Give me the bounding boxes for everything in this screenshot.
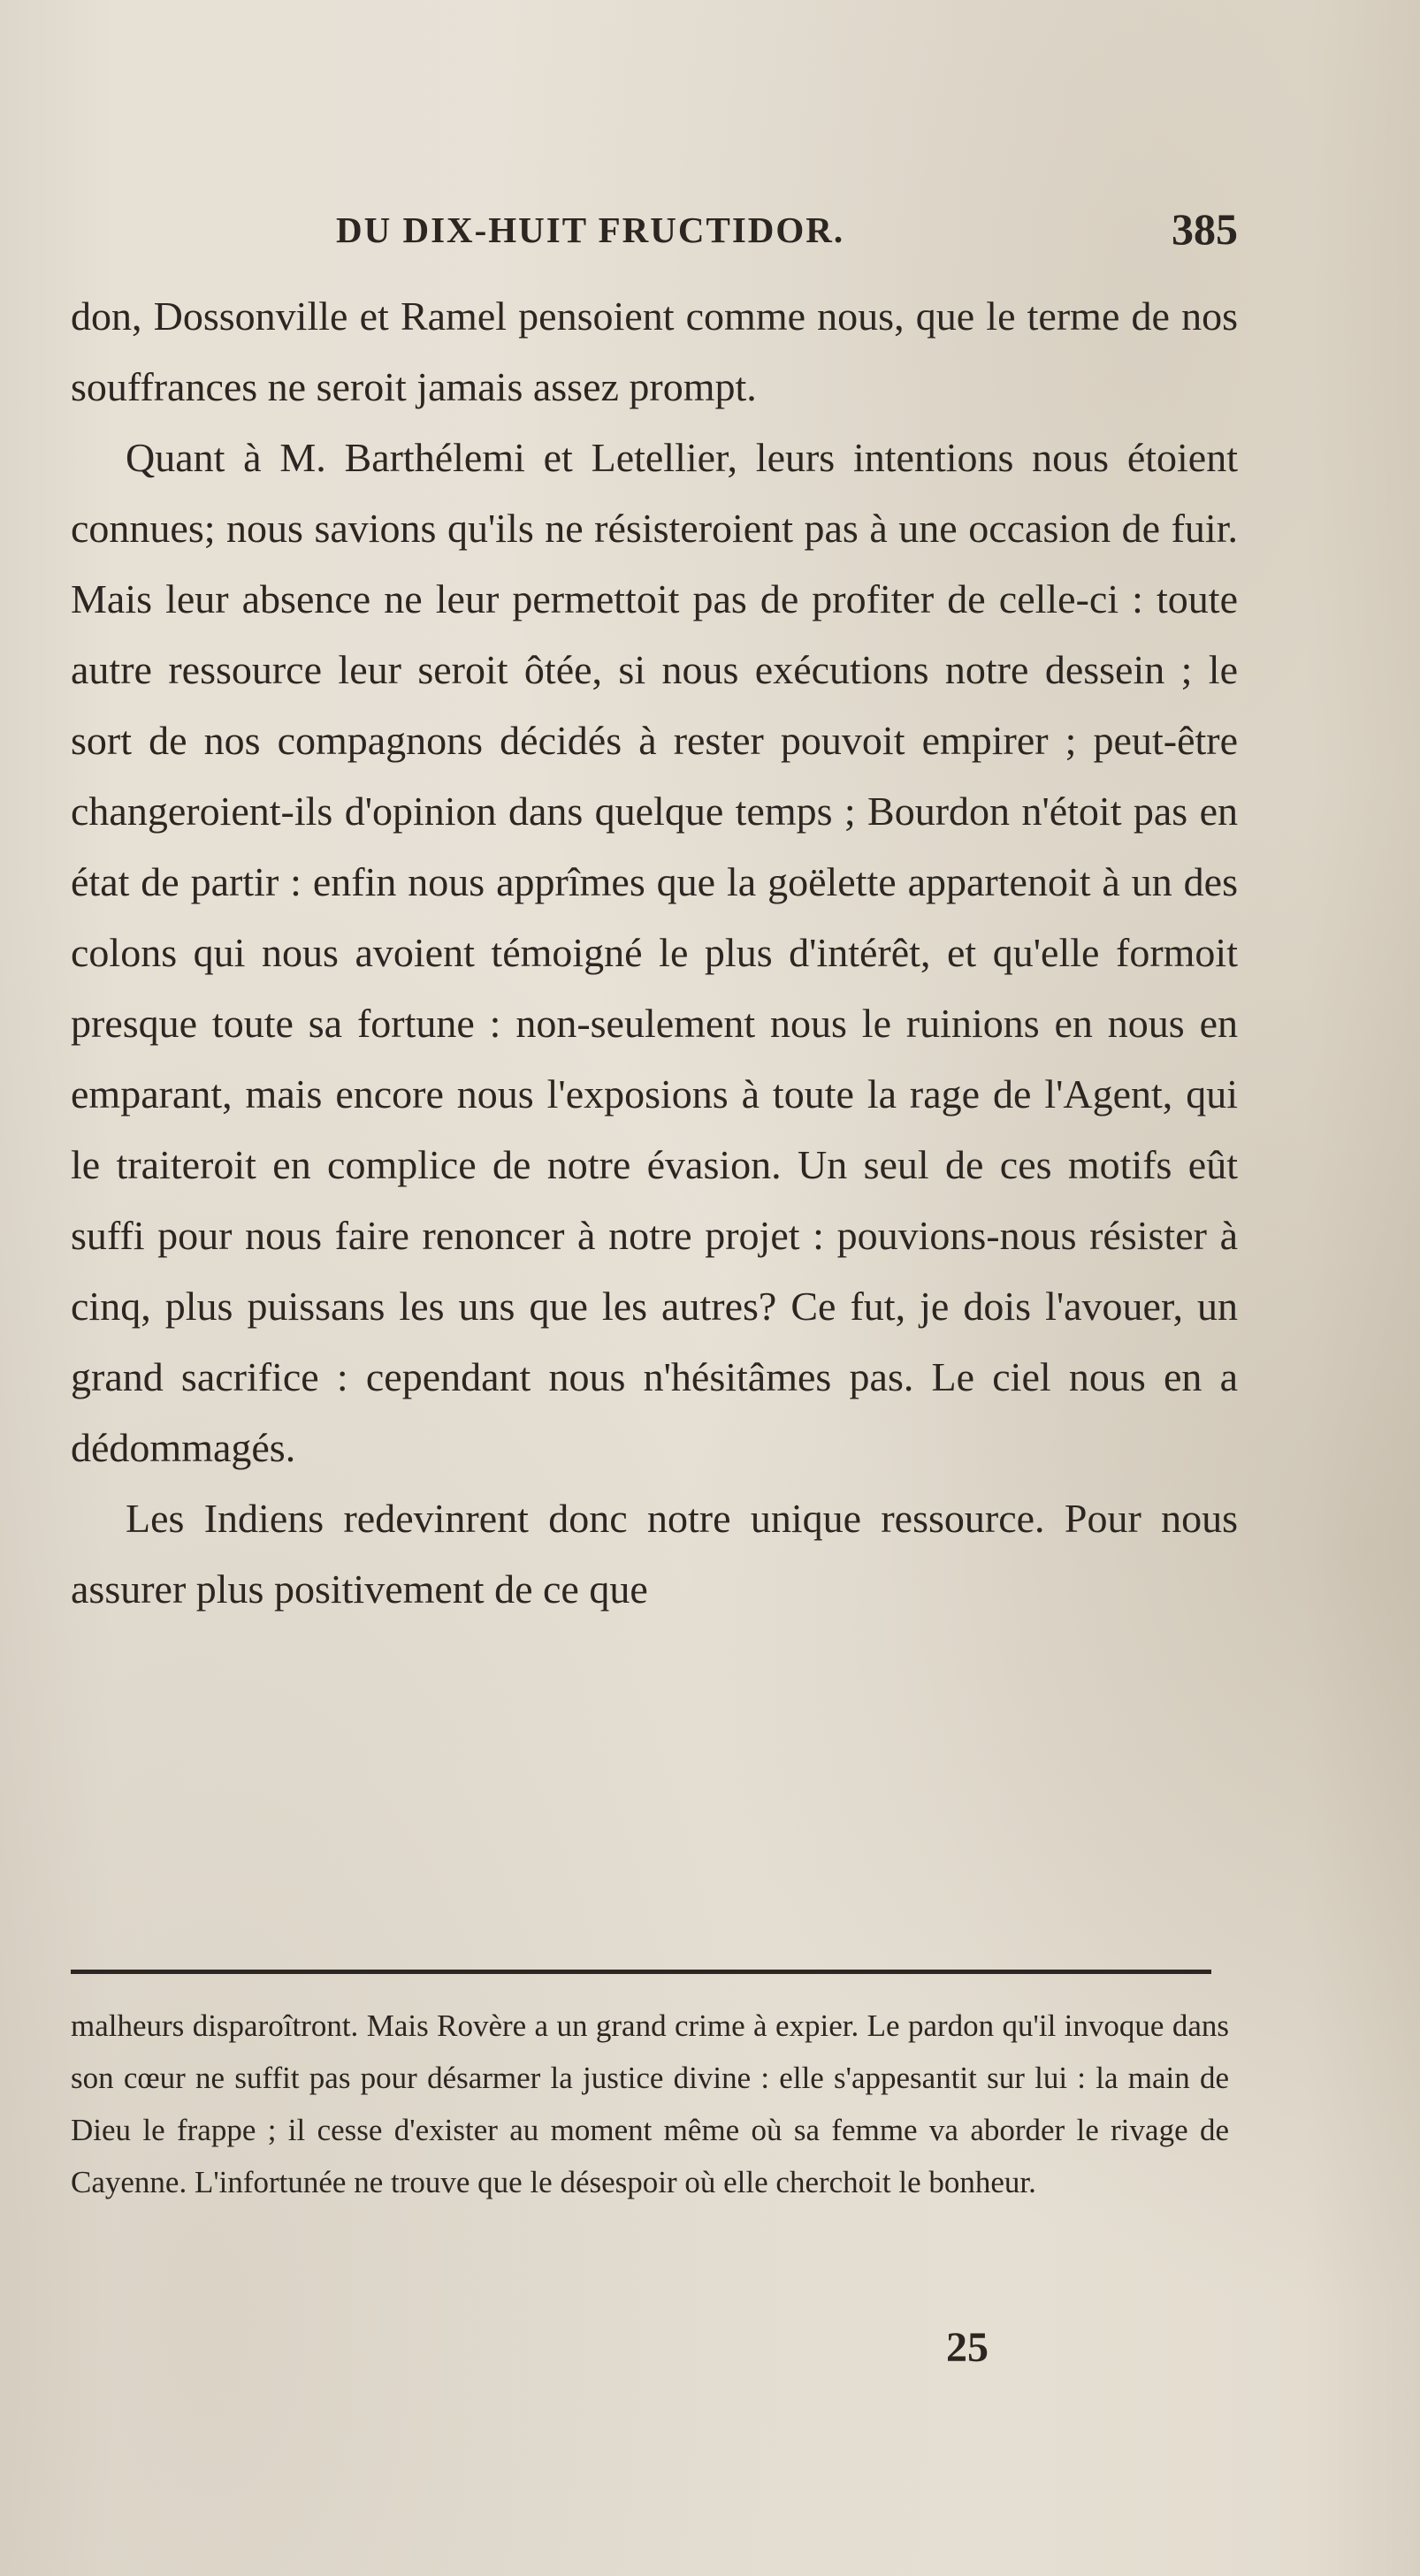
- footnote: [71, 2000, 1229, 2208]
- running-title: DU DIX-HUIT FRUCTIDOR.: [336, 210, 845, 250]
- paragraph-continuation: don, Dossonville et Ramel pensoient comme nous, que le terme de nos souffrances ne seroit jamais assez prompt.: [71, 293, 1238, 409]
- main-text: [71, 281, 1238, 1625]
- footnote-divider: [71, 1970, 1211, 1974]
- signature-mark: 25: [946, 2324, 989, 2371]
- page-number: 385: [1172, 204, 1238, 254]
- footnote-text: malheurs disparoîtront. Mais Rovère a un grand crime à expier. Le pardon qu'il invoque dans son cœur ne suffit pas pour désarmer la justice divine : elle s'appesantit sur lui : la main de Dieu le frappe ; il cesse d'exister au moment même où sa femme va aborder le rivage de Cayenne. L'infortunée ne trouve que le désespoir où elle cherchoit le bonheur.: [71, 2008, 1229, 2199]
- paragraph: Quant à M. Barthélemi et Letellier, leurs intentions nous étoient connues; nous savions qu'ils ne résisteroient pas à une occasion de fuir. Mais leur absence ne leur permettoit pas de profiter de celle-ci : toute autre ressource leur seroit ôtée, si nous exécutions notre dessein ; le sort de nos compagnons décidés à rester pouvoit empirer ; peut-être changeroient-ils d'opinion dans quelque temps ; Bourdon n'étoit pas en état de partir : enfin nous apprîmes que la goëlette appartenoit à un des colons qui nous avoient témoigné le plus d'intérêt, et qu'elle formoit presque toute sa fortune : non-seulement nous le ruinions en nous en emparant, mais encore nous l'exposions à toute la rage de l'Agent, qui le traiteroit en complice de notre évasion. Un seul de ces motifs eût suffi pour nous faire renoncer à notre projet : pouvions-nous résister à cinq, plus puissans les uns que les autres? Ce fut, je dois l'avouer, un grand sacrifice : cependant nous n'hésitâmes pas. Le ciel nous en a dédommagés.: [71, 435, 1238, 1470]
- running-head: [71, 204, 1238, 262]
- paragraph: Les Indiens redevinrent donc notre unique ressource. Pour nous assurer plus positivement de ce que: [71, 1496, 1238, 1612]
